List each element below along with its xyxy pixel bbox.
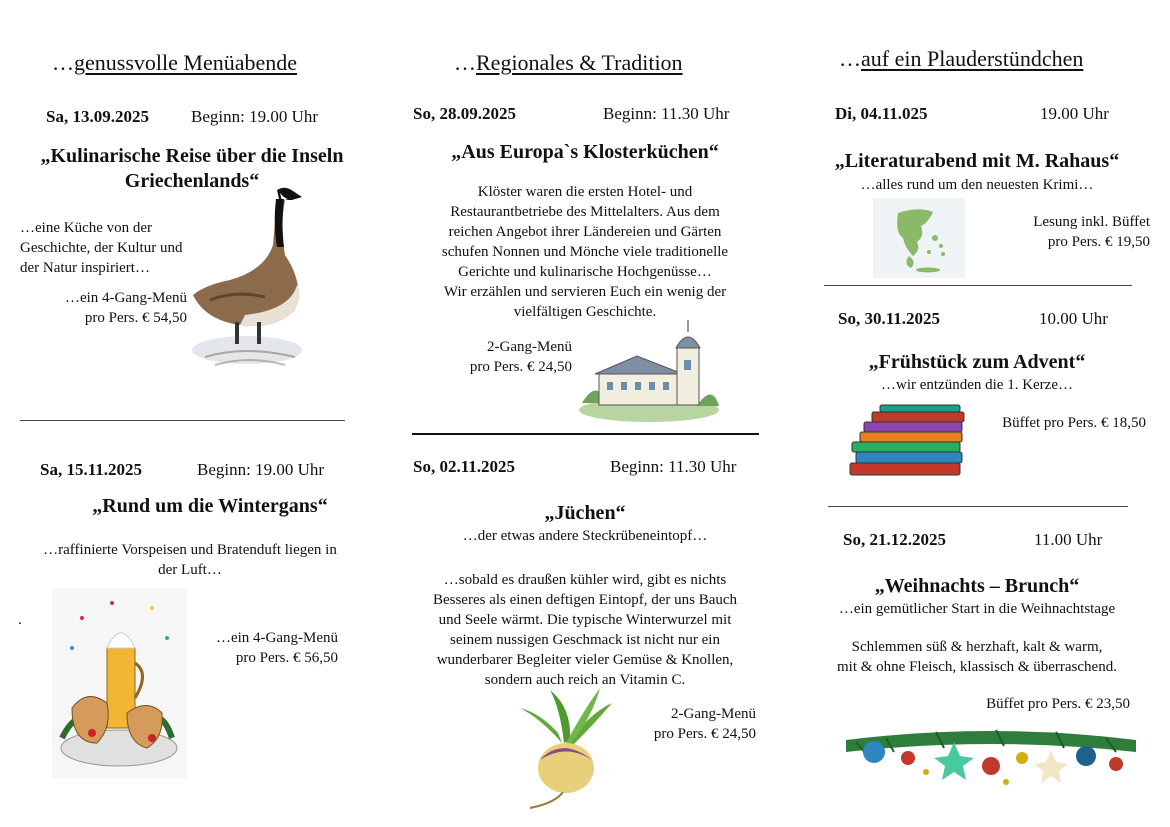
event-time: Beginn: 11.30 Uhr	[603, 104, 730, 123]
event-subtitle: …ein gemütlicher Start in die Weihnachtstage	[838, 601, 1116, 617]
turnip-illustration	[500, 688, 630, 810]
event-time: Beginn: 19.00 Uhr	[191, 107, 319, 126]
event-description: Schlemmen süß & herzhaft, kalt & warm, mit & ohne Fleisch, klassisch & überraschend.	[837, 639, 1117, 675]
event-date: So, 30.11.2025	[838, 309, 941, 328]
event-price: 2-Gang-Menü pro Pers. € 24,50	[469, 339, 572, 375]
event-date: So, 02.11.2025	[413, 457, 516, 476]
event-title: „Aus Europa`s Klosterküchen“	[451, 141, 719, 163]
event-price: Büffet pro Pers. € 23,50	[986, 696, 1130, 712]
event-price: …ein 4-Gang-Menü pro Pers. € 54,50	[64, 290, 187, 326]
event-subtitle: …wir entzünden die 1. Kerze…	[880, 377, 1073, 393]
event-title: „Kulinarische Reise über die Inseln Griechenlands“	[40, 145, 344, 192]
christmas-garland-illustration	[846, 722, 1136, 792]
greece-map-illustration	[873, 198, 965, 278]
event-date: Sa, 15.11.2025	[40, 460, 143, 479]
event-subtitle: …alles rund um den neuesten Krimi…	[860, 177, 1094, 193]
stray-dot: .	[18, 612, 22, 628]
event-time: Beginn: 19.00 Uhr	[197, 460, 325, 479]
divider	[824, 285, 1132, 286]
event-date: So, 21.12.2025	[843, 530, 946, 549]
event-time: 10.00 Uhr	[1039, 309, 1108, 328]
event-date: So, 28.09.2025	[413, 104, 516, 123]
event-time: 19.00 Uhr	[1040, 104, 1109, 123]
beer-and-bread-illustration	[52, 588, 187, 778]
divider	[20, 420, 345, 421]
event-title: „Jüchen“	[544, 502, 626, 524]
event-description: …eine Küche von der Geschichte, der Kultur und der Natur inspiriert…	[20, 220, 183, 276]
event-time: 11.00 Uhr	[1034, 530, 1103, 549]
event-price: …ein 4-Gang-Menü pro Pers. € 56,50	[215, 630, 338, 666]
col1-header: …genussvolle Menüabende	[52, 50, 297, 75]
event-subtitle: …der etwas andere Steckrübeneintopf…	[462, 528, 708, 544]
monastery-illustration	[577, 318, 722, 423]
event-title: „Rund um die Wintergans“	[92, 495, 328, 517]
event-description: Klöster waren die ersten Hotel- und Restaurantbetriebe des Mittelalters. Aus dem reichen Angebot ihrer Ländereien und Gärten schufen Nonnen und Mönche viele traditionelle Gerichte und kulinarische Hochgenüsse… Wir erzählen und servieren Euch ein wenig der vielfältigen Geschichte.	[441, 184, 729, 320]
book-stack-illustration	[846, 405, 970, 479]
divider	[828, 506, 1128, 507]
goose-illustration	[185, 185, 310, 370]
col2-header: …Regionales & Tradition	[454, 50, 683, 75]
event-price: 2-Gang-Menü pro Pers. € 24,50	[653, 706, 756, 742]
event-description: …raffinierte Vorspeisen und Bratenduft liegen in der Luft…	[43, 542, 337, 578]
event-price: Lesung inkl. Büffet pro Pers. € 19,50	[1033, 214, 1150, 250]
event-price: Büffet pro Pers. € 18,50	[1002, 415, 1146, 431]
event-date: Sa, 13.09.2025	[46, 107, 149, 126]
event-title: „Frühstück zum Advent“	[868, 351, 1086, 373]
divider	[412, 433, 759, 435]
col3-header: …auf ein Plauderstündchen	[839, 46, 1084, 71]
event-time: Beginn: 11.30 Uhr	[610, 457, 737, 476]
event-description: …sobald es draußen kühler wird, gibt es nichts Besseres als einen deftigen Eintopf, der uns Bauch und Seele wärmt. Die typische Winterwurzel mit seinem nussigen Geschmack ist nicht nur ein wunderbarer Begleiter vieler Gemüse & Knollen, sondern auch reich an Vitamin C.	[432, 572, 738, 688]
event-title: „Weihnachts – Brunch“	[874, 575, 1080, 597]
event-title: „Literaturabend mit M. Rahaus“	[834, 150, 1120, 172]
event-date: Di, 04.11.025	[835, 104, 928, 123]
